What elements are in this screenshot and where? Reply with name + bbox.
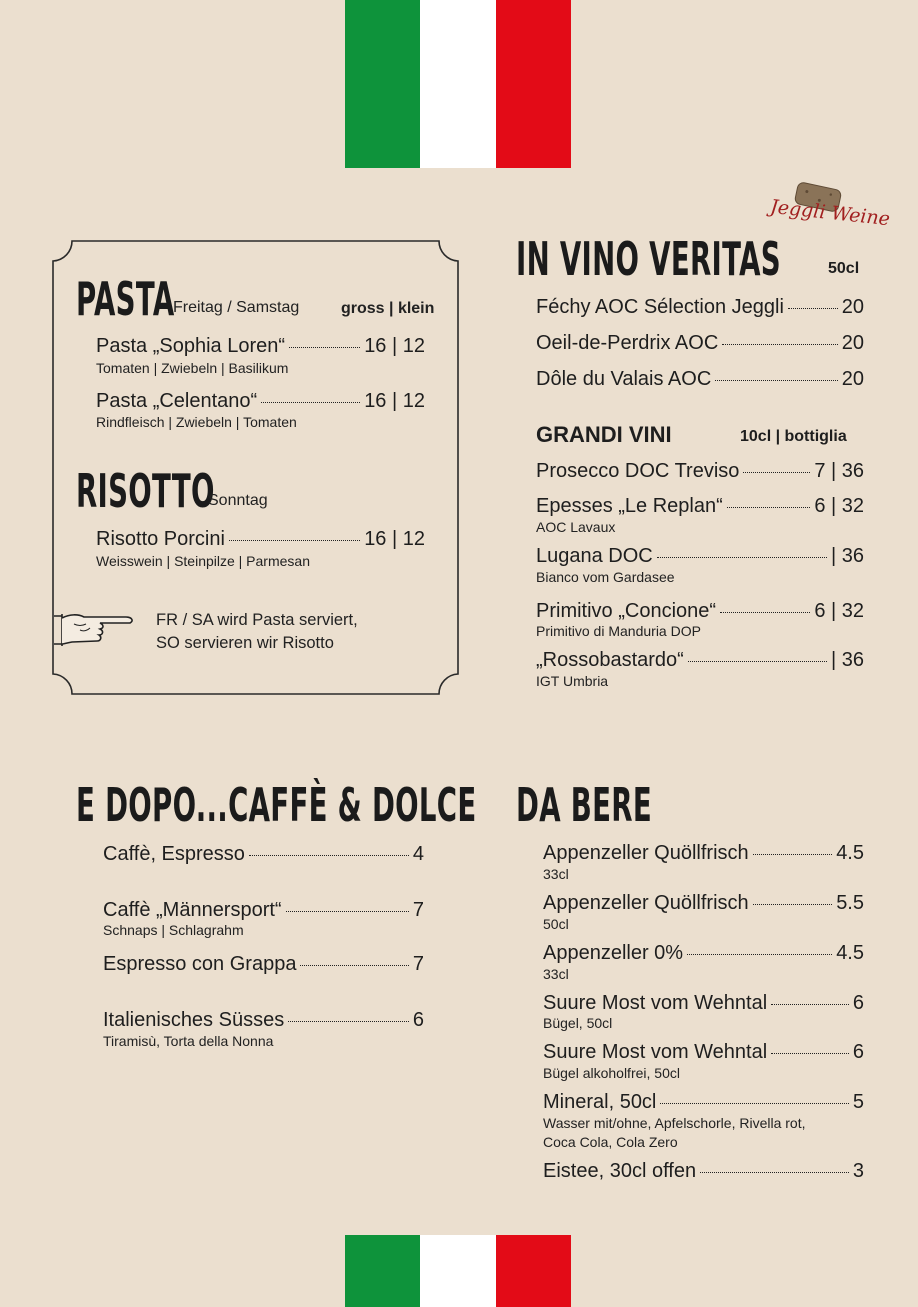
- item-name: Appenzeller Quöllfrisch: [543, 842, 749, 864]
- dot-leader: [722, 344, 837, 345]
- menu-item: [536, 460, 864, 483]
- item-price: 5: [852, 1091, 864, 1113]
- pasta-sizes: gross | klein: [341, 300, 435, 317]
- item-name: Caffè, Espresso: [103, 843, 245, 865]
- menu-item: [103, 953, 424, 976]
- item-description: Weisswein | Steinpilze | Parmesan: [96, 553, 310, 569]
- item-name: „Rossobastardo“: [536, 649, 684, 671]
- grandi-vini-sizes: 10cl | bottiglia: [740, 428, 847, 445]
- risotto-days: Sonntag: [208, 492, 268, 509]
- dot-leader: [720, 612, 810, 613]
- item-name: Lugana DOC: [536, 545, 653, 567]
- item-description: Bügel alkoholfrei, 50cl: [543, 1065, 680, 1081]
- item-price: | 36: [831, 545, 864, 567]
- risotto-heading: RISOTTO: [76, 464, 215, 518]
- menu-item: [543, 892, 864, 915]
- item-description: Wasser mit/ohne, Apfelschorle, Rivella rot,: [543, 1115, 806, 1131]
- item-name: Caffè „Männersport“: [103, 899, 282, 921]
- item-price: 6: [852, 992, 864, 1014]
- item-description: AOC Lavaux: [536, 519, 616, 535]
- item-name: Mineral, 50cl: [543, 1091, 657, 1113]
- item-price: 6 | 32: [814, 600, 864, 622]
- item-name: Dôle du Valais AOC: [536, 368, 712, 390]
- flag-red-stripe: [496, 0, 571, 168]
- item-description: 50cl: [543, 916, 569, 932]
- dot-leader: [657, 557, 827, 558]
- dopo-heading: E DOPO...CAFFÈ & DOLCE: [76, 778, 477, 832]
- menu-item: [536, 649, 864, 672]
- dot-leader: [288, 1021, 409, 1022]
- pasta-heading: PASTA: [76, 272, 175, 326]
- grandi-vini-heading: GRANDI VINI: [536, 422, 672, 447]
- dot-leader: [229, 540, 360, 541]
- item-description: 33cl: [543, 866, 569, 882]
- item-price: 4.5: [836, 942, 864, 964]
- item-name: Risotto Porcini: [96, 528, 225, 550]
- item-price: 5.5: [836, 892, 864, 914]
- item-price: | 36: [831, 649, 864, 671]
- dot-leader: [700, 1172, 849, 1173]
- dot-leader: [286, 911, 409, 912]
- item-price: 16 | 12: [364, 335, 425, 357]
- item-name: Italienisches Süsses: [103, 1009, 285, 1031]
- item-price: 7: [412, 953, 424, 975]
- dot-leader: [753, 904, 833, 905]
- dot-leader: [753, 854, 833, 855]
- item-name: Suure Most vom Wehntal: [543, 992, 768, 1014]
- item-name: Suure Most vom Wehntal: [543, 1041, 768, 1063]
- item-name: Appenzeller 0%: [543, 942, 684, 964]
- item-name: Appenzeller Quöllfrisch: [543, 892, 749, 914]
- dot-leader: [289, 347, 360, 348]
- wine-heading: IN VINO VERITAS: [516, 232, 781, 286]
- menu-item: [96, 390, 425, 413]
- menu-item: [103, 1009, 424, 1032]
- flag-red-stripe: [496, 1235, 571, 1307]
- item-price: 7: [412, 899, 424, 921]
- item-description: Rindfleisch | Zwiebeln | Tomaten: [96, 414, 297, 430]
- flag-green-stripe: [345, 0, 420, 168]
- item-price: 6: [412, 1009, 424, 1031]
- dot-leader: [727, 507, 811, 508]
- note-line-2: SO servieren wir Risotto: [156, 634, 334, 652]
- item-description: Tiramisù, Torta della Nonna: [103, 1033, 274, 1049]
- menu-item: [543, 992, 864, 1015]
- item-description: Bügel, 50cl: [543, 1015, 613, 1031]
- item-price: 4: [412, 843, 424, 865]
- dot-leader: [788, 308, 838, 309]
- flag-white-stripe: [420, 1235, 495, 1307]
- item-description: 33cl: [543, 966, 569, 982]
- menu-item: [536, 600, 864, 623]
- menu-item: [536, 368, 864, 391]
- item-price: 20: [841, 296, 864, 318]
- menu-item: [543, 1091, 864, 1114]
- pasta-days: Freitag / Samstag: [173, 299, 300, 316]
- dot-leader: [688, 661, 827, 662]
- menu-item: [96, 335, 425, 358]
- item-name: Féchy AOC Sélection Jeggli: [536, 296, 784, 318]
- item-price: 7 | 36: [814, 460, 864, 482]
- item-price: 16 | 12: [364, 390, 425, 412]
- item-price: 20: [841, 368, 864, 390]
- item-name: Prosecco DOC Treviso: [536, 460, 740, 482]
- dot-leader: [715, 380, 837, 381]
- menu-item: [543, 842, 864, 865]
- menu-item: [543, 1041, 864, 1064]
- item-description: Tomaten | Zwiebeln | Basilikum: [96, 360, 289, 376]
- item-name: Primitivo „Concione“: [536, 600, 717, 622]
- note-line-1: FR / SA wird Pasta serviert,: [156, 611, 358, 629]
- menu-item: [543, 942, 864, 965]
- item-price: 20: [841, 332, 864, 354]
- item-name: Eistee, 30cl offen: [543, 1160, 697, 1182]
- item-name: Oeil-de-Perdrix AOC: [536, 332, 719, 354]
- dot-leader: [261, 402, 360, 403]
- menu-item: [103, 899, 424, 922]
- menu-item: [536, 545, 864, 568]
- item-description: IGT Umbria: [536, 673, 609, 689]
- item-price: 6 | 32: [814, 495, 864, 517]
- menu-item: [103, 843, 424, 866]
- dot-leader: [300, 965, 408, 966]
- dot-leader: [249, 855, 409, 856]
- dot-leader: [771, 1004, 849, 1005]
- serving-note: [156, 609, 358, 655]
- menu-item: [543, 1160, 864, 1183]
- item-name: Pasta „Sophia Loren“: [96, 335, 286, 357]
- flag-green-stripe: [345, 1235, 420, 1307]
- menu-item: [536, 332, 864, 355]
- menu-item: [536, 495, 864, 518]
- wine-size: 50cl: [828, 260, 860, 277]
- item-price: 6: [852, 1041, 864, 1063]
- item-description: Bianco vom Gardasee: [536, 569, 675, 585]
- dot-leader: [687, 954, 832, 955]
- item-price: 16 | 12: [364, 528, 425, 550]
- dot-leader: [771, 1053, 849, 1054]
- flag-white-stripe: [420, 0, 495, 168]
- item-name: Pasta „Celentano“: [96, 390, 258, 412]
- item-description: Schnaps | Schlagrahm: [103, 922, 244, 938]
- italian-flag-top: [345, 0, 571, 168]
- menu-item: [536, 296, 864, 319]
- item-price: 4.5: [836, 842, 864, 864]
- item-name: Epesses „Le Replan“: [536, 495, 723, 517]
- pointing-hand-icon: [52, 610, 136, 650]
- dot-leader: [743, 472, 810, 473]
- dot-leader: [660, 1103, 848, 1104]
- item-description: Coca Cola, Cola Zero: [543, 1134, 678, 1150]
- jeggli-weine-logo: Jeggli Weine: [769, 195, 891, 231]
- item-name: Espresso con Grappa: [103, 953, 297, 975]
- italian-flag-bottom: [345, 1235, 571, 1307]
- item-description: Primitivo di Manduria DOP: [536, 623, 701, 639]
- item-price: 3: [852, 1160, 864, 1182]
- menu-item: [96, 528, 425, 551]
- bere-heading: DA BERE: [516, 778, 652, 832]
